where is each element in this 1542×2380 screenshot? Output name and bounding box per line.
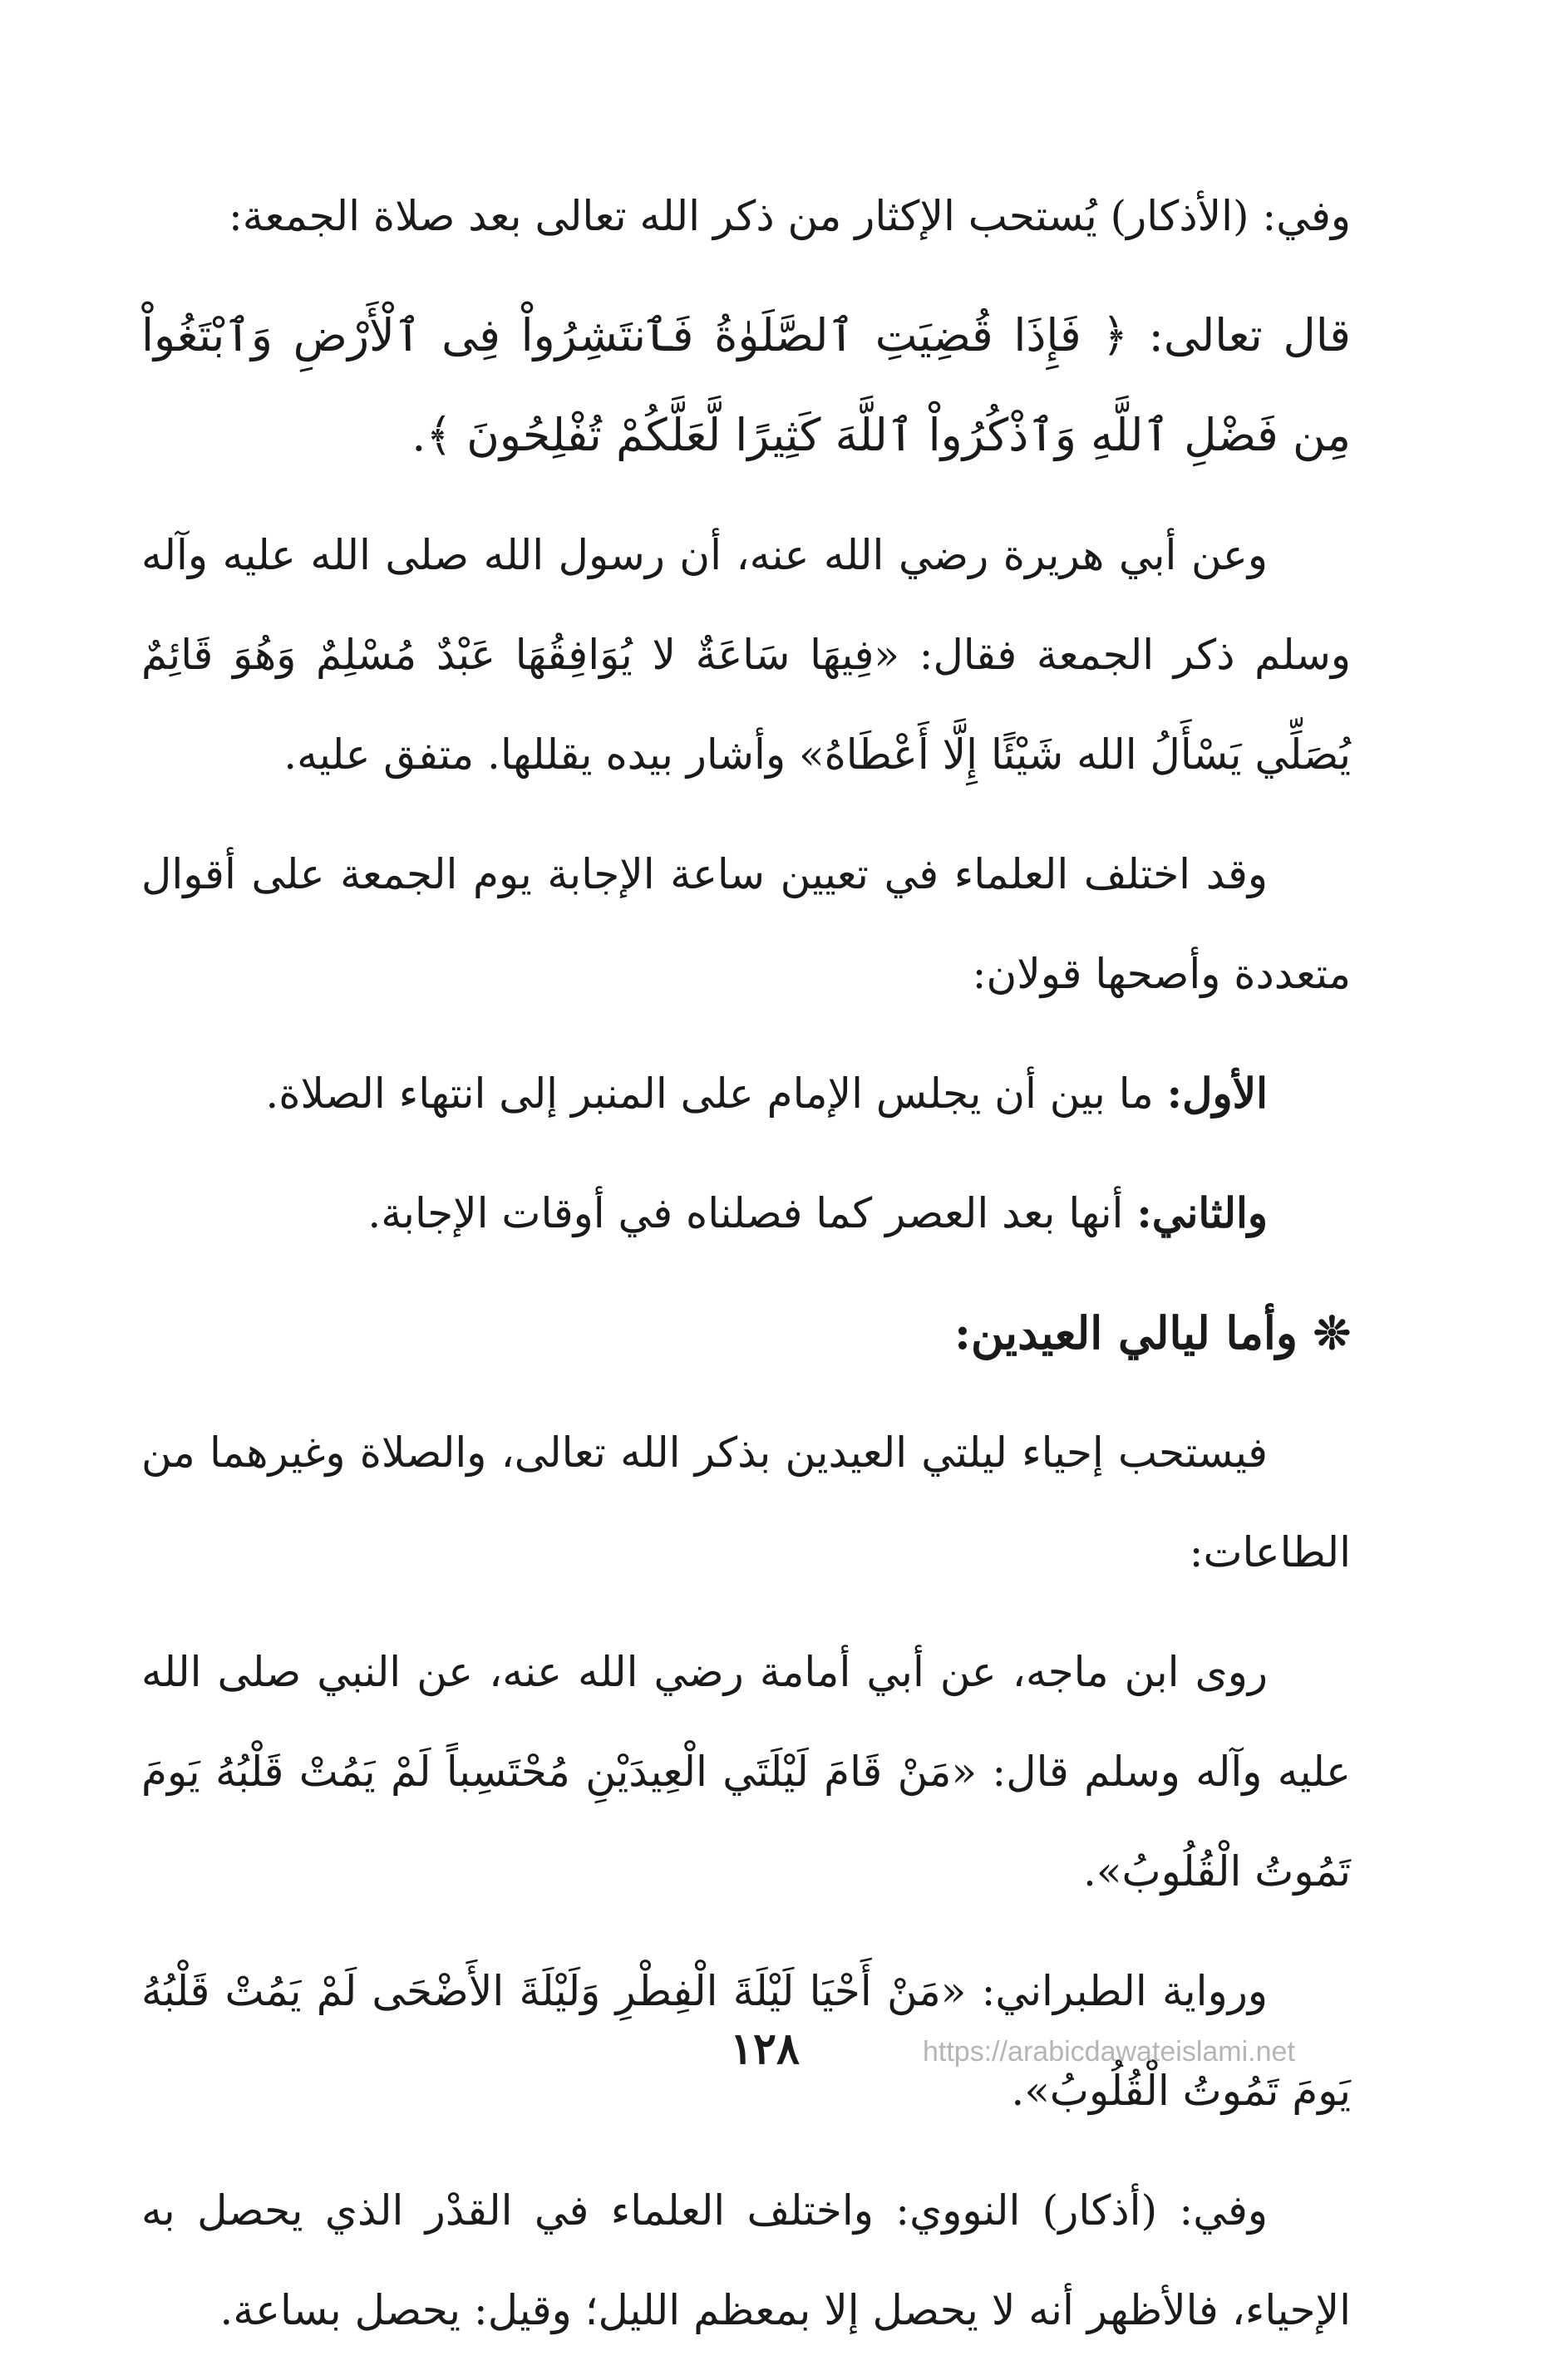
paragraph-adhkar-intro — [141, 166, 1351, 266]
paragraph-scholars-differ — [141, 824, 1351, 1024]
section-heading-eid-nights: ❊ وأما ليالي العيدين: — [954, 1306, 1351, 1360]
opinion-second-text: أنها بعد العصر كما فصلناه في أوقات الإجابة. — [367, 1189, 1137, 1237]
paragraph-ibn-majah-hadith — [141, 1622, 1351, 1921]
opinion-first — [141, 1044, 1351, 1143]
paragraph-eid-recommend — [141, 1403, 1351, 1602]
paragraph-text: فيستحب إحياء ليلتي العيدين بذكر الله تعالى، والصلاة وغيرهما من الطاعات: — [141, 1428, 1351, 1576]
opinion-first-text: ما بين أن يجلس الإمام على المنبر إلى انتهاء الصلاة. — [265, 1070, 1167, 1118]
paragraph-quran-verse — [141, 286, 1351, 485]
paragraph-hadith-abu-hurayra — [141, 505, 1351, 804]
page-number: ١٢٨ — [730, 2023, 800, 2074]
paragraph-text: وقد اختلف العلماء في تعيين ساعة الإجابة يوم الجمعة على أقوال متعددة وأصحها قولان: — [141, 850, 1351, 998]
paragraph-text: ورواية الطبراني: «مَنْ أَحْيَا لَيْلَةَ الْفِطْرِ وَلَيْلَةَ الأَضْحَى لَمْ يَمُتْ قَلْبُهُ يَومَ تَمُوتُ الْقُلُوبُ». — [141, 1967, 1351, 2115]
paragraph-nawawi-adhkar — [141, 2161, 1351, 2360]
opinion-second-lead: والثاني: — [1136, 1188, 1268, 1237]
paragraph-text: وفي: (أذكار) النووي: واختلف العلماء في القدْر الذي يحصل به الإحياء، فالأظهر أنه لا يحصل إلا بمعظم الليل؛ وقيل: يحصل بساعة. — [141, 2186, 1351, 2334]
opinion-first-lead: الأول: — [1166, 1069, 1268, 1118]
watermark-url: https://arabicdawateislami.net — [923, 2036, 1295, 2068]
paragraph-text: روى ابن ماجه، عن أبي أمامة رضي الله عنه، عن النبي صلى الله عليه وآله وسلم قال: «مَنْ قَامَ لَيْلَتَي الْعِيدَيْنِ مُحْتَسِباً لَمْ يَمُتْ قَلْبُهُ يَومَ تَمُوتُ الْقُلُوبُ». — [141, 1648, 1351, 1896]
paragraph-text: وعن أبي هريرة رضي الله عنه، أن رسول الله صلى الله عليه وآله وسلم ذكر الجمعة فقال: «فِيهَا سَاعَةٌ لا يُوَافِقُهَا عَبْدٌ مُسْلِمٌ وَهُوَ قَائِمٌ يُصَلِّي يَسْأَلُ الله شَيْئًا إِلَّا أَعْطَاهُ» وأشار بيده يقللها. متفق عليه. — [141, 531, 1351, 779]
opinion-second — [141, 1163, 1351, 1263]
paragraph-text: وفي: (الأذكار) يُستحب الإكثار من ذكر الله تعالى بعد صلاة الجمعة: — [228, 192, 1351, 240]
quran-verse-text: قال تعالى: ﴿ فَإِذَا قُضِيَتِ ٱلصَّلَوٰةُ فَٱنتَشِرُواْ فِى ٱلْأَرْضِ وَٱبْتَغُواْ مِن فَضْلِ ٱللَّهِ وَٱذْكُرُواْ ٱللَّهَ كَثِيرًا لَّعَلَّكُمْ تُفْلِحُونَ ﴾. — [141, 309, 1351, 461]
